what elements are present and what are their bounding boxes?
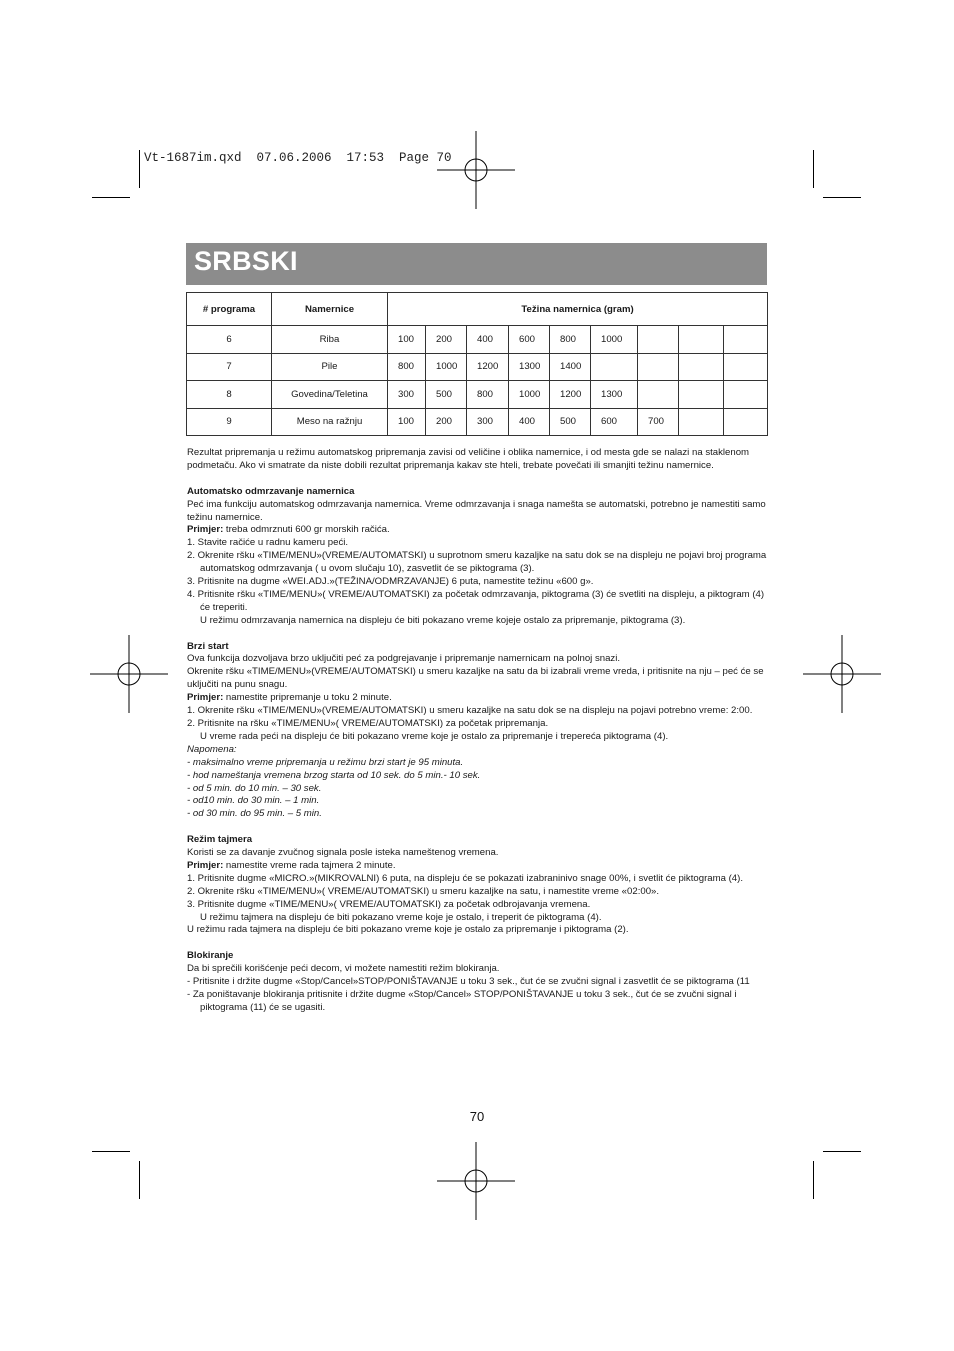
language-header-bar — [186, 243, 767, 285]
weight-cell: 600 — [509, 326, 550, 354]
weight-cell: 400 — [467, 326, 509, 354]
weight-cell — [679, 381, 724, 409]
crop-mark — [139, 150, 140, 188]
timer-example — [187, 860, 767, 873]
weight-cell: 1400 — [550, 353, 591, 381]
crop-mark — [139, 1161, 140, 1199]
program-number-cell: 6 — [187, 326, 272, 354]
list-item: 1. Okrenite ršku «TIME/MENU»(VREME/AUTOMATSKI) u smeru kazaljke na satu dok se na displeju na pojavi potrebno vreme: 2:00. — [187, 705, 753, 717]
weight-cell — [638, 353, 679, 381]
weight-cell: 300 — [467, 408, 509, 436]
program-number-cell: 9 — [187, 408, 272, 436]
list-item: 3. Pritisnite na dugme «WEI.ADJ.»(TEŽINA/ODMRZAVANJE) 6 puta, namestite težinu «600 g». — [187, 576, 594, 588]
section-title-quick-start: Brzi start — [187, 640, 229, 652]
defrost-description: Peć ima funkciju automatskog odmrzavanja namernica. Vreme odmrzavanja i snaga namešta se automatski, potrebno je namestiti samo težinu namernice. — [187, 498, 766, 523]
weight-cell — [638, 326, 679, 354]
weight-cell: 400 — [509, 408, 550, 436]
quick-example — [187, 692, 767, 705]
napomena-item: - od 5 min. do 10 min. – 30 sek. — [187, 782, 322, 794]
program-number-cell: 7 — [187, 353, 272, 381]
section-title-defrost: Automatsko odmrzavanje namernica — [187, 485, 355, 497]
weight-cell: 1000 — [509, 381, 550, 409]
table-row — [187, 408, 768, 436]
weight-cell: 1200 — [550, 381, 591, 409]
quick-description-2: Okrenite ršku «TIME/MENU»(VREME/AUTOMATSKI) u smeru kazaljke na satu da bi izabrali vreme vreda, i pritisnite na nju – peć će se uključiti na punu snagu. — [187, 666, 764, 691]
weight-cell: 800 — [550, 326, 591, 354]
timer-description: Koristi se za davanje zvučnog signala posle isteka nameštenog vremena. — [187, 847, 499, 859]
napomena-label: Napomena: — [187, 743, 237, 755]
weight-cell: 500 — [550, 408, 591, 436]
weight-cell — [724, 381, 768, 409]
crop-mark — [92, 197, 130, 198]
timer-note: U režimu tajmera na displeju će biti pokazano vreme koje je ostalo, i treperit će piktograma (4). — [200, 911, 602, 923]
quick-note: U vreme rada peći na displeju će biti pokazano vreme koje je ostalo za pripremanje i trepereća piktograma (4). — [200, 730, 669, 742]
section-title-timer: Režim tajmera — [187, 834, 253, 846]
section-title-lock: Blokiranje — [187, 950, 234, 962]
napomena-item: - od 30 min. do 95 min. – 5 min. — [187, 808, 322, 820]
weight-cell — [724, 408, 768, 436]
list-item: 2. Pritisnite na ršku «TIME/MENU»( VREME/AUTOMATSKI) za početak pripremanja. — [187, 718, 549, 729]
weight-cell — [591, 353, 638, 381]
napomena-item: - hod nameštanja vremena brzog starta od 10 sek. do 5 min.- 10 sek. — [187, 769, 481, 781]
list-item: 4. Pritisnite ršku «TIME/MENU»( VREME/AUTOMATSKI) za početak odmrzavanja, piktograma (3) će svetliti na displeju, a piktogram (4) će treperiti. — [187, 588, 765, 613]
food-cell: Govedina/Teletina — [272, 381, 388, 409]
weight-cell: 800 — [388, 353, 426, 381]
crop-mark — [813, 150, 814, 188]
napomena-item: - maksimalno vreme pripremanja u režimu brzi start je 95 minuta. — [187, 756, 464, 768]
napomena-item: - od10 min. do 30 min. – 1 min. — [187, 795, 320, 807]
weight-cell — [724, 326, 768, 354]
registration-mark-icon — [437, 1142, 515, 1220]
weight-cell: 100 — [388, 408, 426, 436]
table-row — [187, 381, 768, 409]
weight-cell: 1000 — [591, 326, 638, 354]
header-program: # programa — [187, 293, 272, 326]
header-weight: Težina namernica (gram) — [388, 293, 768, 326]
registration-mark-icon — [803, 635, 881, 713]
weight-cell — [638, 381, 679, 409]
page-number: 70 — [469, 1109, 485, 1124]
example-text: namestite pripremanje u toku 2 minute. — [223, 692, 392, 704]
list-item: - Pritisnite i držite dugme «Stop/Cancel»STOP/PONIŠTAVANJE u toku 3 sek., čut će se zvučni signal i zasvetlit će se piktograma (11 — [187, 976, 750, 988]
example-text: namestite vreme rada tajmera 2 minute. — [223, 859, 396, 871]
crop-mark — [813, 1161, 814, 1199]
weight-cell: 1000 — [426, 353, 467, 381]
weight-cell: 500 — [426, 381, 467, 409]
weight-cell: 1200 — [467, 353, 509, 381]
page-title: SRBSKI — [194, 246, 298, 276]
weight-cell: 100 — [388, 326, 426, 354]
table-row — [187, 326, 768, 354]
instructions-body — [187, 447, 767, 1015]
example-label: Primjer: — [187, 524, 224, 536]
weight-cell — [679, 408, 724, 436]
timer-final: U režimu rada tajmera na displeju će biti pokazano vreme koje je ostalo za pripremanje i piktograma (2). — [187, 924, 629, 936]
list-item: 1. Pritisnite dugme «MICRO.»(MIKROVALNI) 6 puta, na displeju će se pokazati izabraninivo snage 00%, i svetlit će piktograma (4). — [187, 872, 743, 884]
intro-paragraph: Rezultat pripremanja u režimu automatskog pripremanja zavisi od veličine i oblika namernice, i od mesta gde se nalazi na staklenom podmetaču. Ako vi smatrate da niste dobili rezultat pripremanja kakav ste hteli, trebate povečati ili smanjiti težinu namernice. — [187, 447, 750, 471]
table-row — [187, 353, 768, 381]
crop-mark — [823, 1151, 861, 1152]
example-label: Primjer: — [187, 692, 224, 704]
weight-cell: 200 — [426, 408, 467, 436]
list-item: 2. Okrenite ršku «TIME/MENU»(VREME/AUTOMATSKI) u suprotnom smeru kazaljke na satu dok se na displeju ne pojavi broj programa automatskog odmrzavanja ( u ovom slučaju 10), zasvetlit će se piktograma (3). — [187, 550, 767, 575]
example-text: treba odmrznuti 600 gr morskih račića. — [223, 524, 390, 536]
weight-cell: 1300 — [591, 381, 638, 409]
weight-cell: 700 — [638, 408, 679, 436]
weight-cell: 200 — [426, 326, 467, 354]
file-slug: Vt-1687im.qxd 07.06.2006 17:53 Page 70 — [144, 151, 452, 165]
weight-cell — [724, 353, 768, 381]
list-item: 1. Stavite račiće u radnu kameru peći. — [187, 537, 349, 549]
table-header-row — [187, 293, 768, 326]
lock-description: Da bi sprečili korišćenje peći decom, vi možete namestiti režim blokiranja. — [187, 963, 500, 975]
program-number-cell: 8 — [187, 381, 272, 409]
food-cell: Meso na ražnju — [272, 408, 388, 436]
crop-mark — [92, 1151, 130, 1152]
registration-mark-icon — [437, 131, 515, 209]
defrost-note: U režimu odmrzavanja namernica na displeju će biti pokazano vreme kojeje ostalo za pripremanje, piktograma (3). — [200, 614, 686, 626]
weight-cell: 800 — [467, 381, 509, 409]
registration-mark-icon — [90, 635, 168, 713]
weight-cell: 600 — [591, 408, 638, 436]
list-item: - Za poništavanje blokiranja pritisnite i držite dugme «Stop/Cancel» STOP/PONIŠTAVANJE u toku 3 sek., čut će se zvučni signal i piktograma (11) će se ugasiti. — [187, 989, 737, 1013]
food-cell: Pile — [272, 353, 388, 381]
quick-description: Ova funkcija dozvoljava brzo uključiti peć za podgrejavanje i pripremanje namernicam na polnoj snazi. — [187, 653, 621, 665]
auto-cook-weight-table — [186, 292, 768, 436]
food-cell: Riba — [272, 326, 388, 354]
example-label: Primjer: — [187, 859, 224, 871]
crop-mark — [823, 197, 861, 198]
weight-cell: 1300 — [509, 353, 550, 381]
list-item: 2. Okrenite ršku «TIME/MENU»( VREME/AUTOMATSKI) u smeru kazaljke na satu, i namestite vreme «02:00». — [187, 885, 660, 897]
defrost-example — [187, 524, 767, 537]
weight-cell: 300 — [388, 381, 426, 409]
list-item: 3. Pritisnite dugme «TIME/MENU»( VREME/AUTOMATSKI) za početak odbrojavanja vremena. — [187, 898, 591, 910]
weight-cell — [679, 353, 724, 381]
weight-cell — [679, 326, 724, 354]
header-food: Namernice — [272, 293, 388, 326]
